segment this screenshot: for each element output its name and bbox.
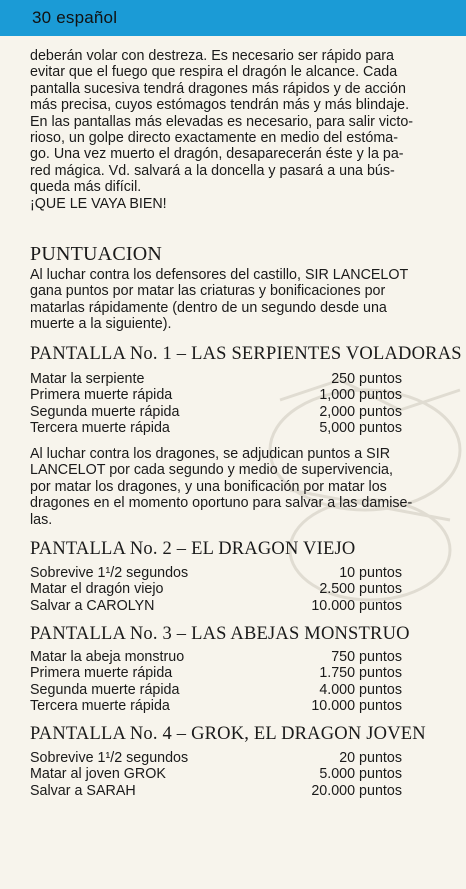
puntuacion-paragraph (30, 267, 458, 333)
intro-line: red mágica. Vd. salvará a la doncella y pasará a una bús- (30, 162, 395, 179)
score-label: Primera muerte rápida (30, 665, 173, 682)
score-points: 1.750 puntos (319, 665, 402, 682)
score-row (30, 565, 402, 581)
screen2-score-table (30, 565, 402, 614)
paragraph-line: muerte a la siguiente). (30, 316, 172, 333)
score-points: 5.000 puntos (319, 766, 402, 783)
score-row (30, 665, 402, 681)
intro-line: rioso, un golpe directo exactamente en medio del estóma- (30, 130, 398, 147)
intro-line: más precisa, cuyos estómagos tendrán más y más blindaje. (30, 97, 410, 114)
score-points: 2.500 puntos (319, 581, 402, 598)
paragraph-line: las. (30, 511, 53, 528)
screen4-heading: PANTALLA No. 4 – GROK, EL DRAGON JOVEN (30, 724, 426, 744)
score-label: Segunda muerte rápida (30, 403, 180, 420)
paragraph-line: LANCELOT por cada segundo y medio de supervivencia, (30, 462, 393, 479)
screen2-heading: PANTALLA No. 2 – EL DRAGON VIEJO (30, 539, 356, 559)
intro-line: go. Una vez muerto el dragón, desaparecerán éste y la pa- (30, 146, 404, 163)
score-row (30, 682, 402, 698)
score-label: Matar la abeja monstruo (30, 649, 185, 665)
score-label: Matar la serpiente (30, 371, 145, 387)
score-row (30, 649, 402, 665)
puntuacion-heading: PUNTUACION (30, 243, 162, 265)
score-row (30, 371, 402, 387)
paragraph-line: matarlas rápidamente (dentro de un segundo desde una (30, 299, 387, 316)
score-label: Tercera muerte rápida (30, 697, 170, 714)
score-row (30, 581, 402, 597)
score-points: 4.000 puntos (319, 681, 402, 698)
score-label: Tercera muerte rápida (30, 419, 170, 436)
intro-line: En las pantallas más elevadas es necesario, para salir victo- (30, 113, 414, 130)
score-label: Primera muerte rápida (30, 387, 173, 404)
screen1-score-table (30, 371, 402, 436)
score-row (30, 387, 402, 403)
score-label: Matar al joven GROK (30, 766, 166, 783)
score-points: 750 puntos (331, 649, 402, 665)
score-points: 250 puntos (331, 371, 402, 387)
score-row (30, 420, 402, 436)
paragraph-line: dragones en el momento oportuno para salvar a las damise- (30, 495, 413, 512)
score-label: Sobrevive 1¹/2 segundos (30, 565, 189, 581)
screen3-score-table (30, 649, 402, 714)
score-row (30, 404, 402, 420)
intro-line: queda más difícil. (30, 179, 142, 196)
intro-line: deberán volar con destreza. Es necesario ser rápido para (30, 48, 394, 64)
score-points: 5,000 puntos (319, 419, 402, 436)
dragons-paragraph (30, 446, 458, 528)
header-bar (0, 0, 466, 36)
paragraph-line: Al luchar contra los defensores del castillo, SIR LANCELOT (30, 267, 409, 283)
paragraph-line: gana puntos por matar las criaturas y bonificaciones por (30, 283, 386, 300)
page-label: 30 español (32, 8, 118, 27)
score-points: 20.000 puntos (311, 782, 402, 799)
score-label: Salvar a CAROLYN (30, 597, 155, 614)
score-points: 20 puntos (339, 750, 402, 766)
screen4-score-table (30, 750, 402, 799)
score-row (30, 598, 402, 614)
paragraph-line: Al luchar contra los dragones, se adjudican puntos a SIR (30, 446, 391, 462)
score-points: 1,000 puntos (319, 387, 402, 404)
intro-line: evitar que el fuego que respira el dragón le alcance. Cada (30, 64, 398, 81)
score-row (30, 750, 402, 766)
score-label: Sobrevive 1¹/2 segundos (30, 750, 189, 766)
score-row (30, 783, 402, 799)
score-row (30, 698, 402, 714)
score-row (30, 766, 402, 782)
score-label: Segunda muerte rápida (30, 681, 180, 698)
score-points: 10 puntos (339, 565, 402, 581)
score-label: Salvar a SARAH (30, 782, 136, 799)
score-points: 10.000 puntos (311, 597, 402, 614)
intro-paragraph (30, 48, 458, 212)
intro-line: pantalla sucesiva tendrá dragones más rápidos y de acción (30, 80, 406, 97)
paragraph-line: por matar los dragones, y una bonificación por matar los (30, 478, 387, 495)
screen1-heading: PANTALLA No. 1 – LAS SERPIENTES VOLADORAS (30, 344, 462, 364)
intro-line: ¡QUE LE VAYA BIEN! (30, 195, 167, 212)
score-points: 2,000 puntos (319, 403, 402, 420)
score-points: 10.000 puntos (311, 697, 402, 714)
score-label: Matar el dragón viejo (30, 581, 164, 598)
screen3-heading: PANTALLA No. 3 – LAS ABEJAS MONSTRUO (30, 624, 410, 644)
